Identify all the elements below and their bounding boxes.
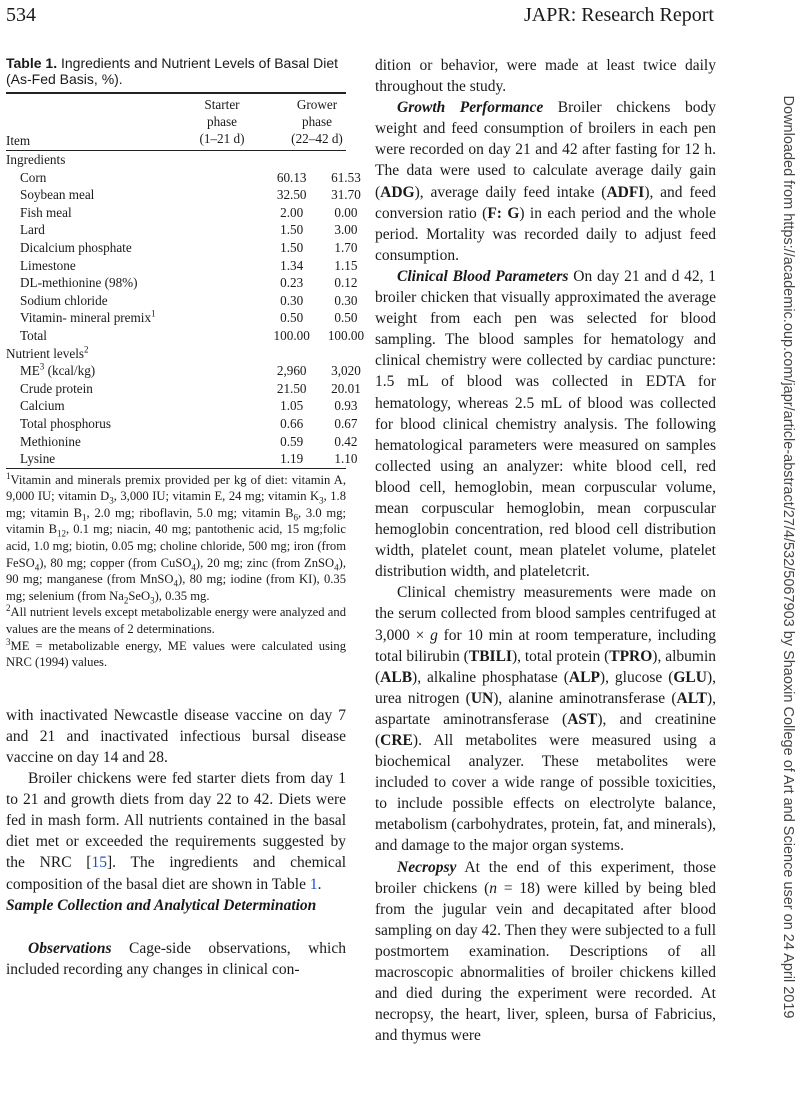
table-row: [6, 292, 364, 310]
table-cell-grower: 100.00: [327, 327, 365, 343]
observations-text: Cage-side observations, which included recording any changes in clinical con-: [6, 939, 346, 978]
table-header: [6, 94, 346, 150]
paragraph-observations: [6, 938, 346, 980]
starter-column-header: [182, 96, 262, 147]
table-cell-item: Methionine: [20, 433, 81, 449]
table-cell-starter: 1.05: [280, 398, 304, 414]
nutrient-heading-row-sup: 2: [84, 344, 89, 355]
table-row: [6, 433, 364, 451]
table-cell-starter: 0.23: [280, 275, 304, 291]
table-cell-starter: 1.34: [280, 257, 304, 273]
footnote-2: $^2$All nutrient levels except metabolizable energy were analyzed and values are the means of 2 determinations.: [6, 603, 346, 637]
table-cell-starter: 1.19: [280, 451, 304, 467]
table-row: [6, 309, 364, 327]
table-row: [6, 239, 364, 257]
ingredients-table: [6, 151, 364, 468]
table-cell-starter: 100.00: [273, 327, 310, 343]
item-column-header: Item: [6, 133, 31, 148]
page-header: [6, 0, 714, 30]
table-row: [6, 257, 364, 275]
table-cell-grower: 61.53: [331, 169, 361, 185]
table-row: [6, 362, 364, 380]
table-cell-item: Corn: [20, 169, 47, 185]
table-row: [6, 274, 364, 292]
table-row: [6, 450, 364, 468]
table-row: [6, 186, 364, 204]
clinical-chemistry-text: Clinical chemistry measurements were made on the serum collected from blood samples centrifuged at 3,000 × g for 10 min at room temperature, including total bilirubin (TBILI), total protein (TPRO), albumin (ALB), alkaline phosphatase (ALP), glucose (GLU), urea nitrogen (UN), alanine aminotransferase (ALT), aspartate aminotransferase (AST), and creatinine (CRE). All metabolites were measured using a biochemical analyzer. These metabolites were included to cover a wide range of possible toxicities, to include possible effects on electrolyte balance, metabolism (carbohydrates, protein, fat, and minerals), and damage to the major organ systems.: [375, 584, 717, 855]
grower-header-line-2: phase: [301, 114, 333, 129]
section-heading: Sample Collection and Analytical Determination: [6, 896, 317, 914]
table-cell-grower: 31.70: [331, 187, 361, 203]
table-cell-starter: 1.50: [280, 239, 304, 255]
table-bottom-rule: [6, 468, 346, 469]
table-caption: [6, 55, 346, 87]
page-number: 534: [6, 4, 36, 26]
table-cell-item: Dicalcium phosphate: [20, 239, 132, 255]
table-link-1[interactable]: 1: [309, 875, 318, 893]
table-cell-item: Lysine: [20, 451, 56, 467]
nutrient-heading-row-label: Nutrient levels$^2$: [6, 344, 89, 361]
footnote-3: $^3$ME = metabolizable energy, ME values were calculated using NRC (1994) values.: [6, 636, 346, 670]
nutrient-heading-row: [6, 345, 364, 363]
table-cell-grower: 0.42: [334, 433, 358, 449]
reference-link-15[interactable]: 15: [91, 854, 107, 872]
table-cell-grower: 0.00: [334, 204, 358, 220]
paragraph-continued: dition or behavior, were made at least twice daily throughout the study.: [375, 57, 716, 96]
table-cell-grower: 3,020: [331, 363, 361, 379]
table-row: [6, 221, 364, 239]
grower-header-line-3: (22–42 d): [291, 131, 343, 146]
table-cell-item: Sodium chloride: [20, 292, 108, 308]
paragraph-clinical-blood: [375, 266, 716, 582]
table-cell-starter: 2,960: [276, 363, 307, 379]
table-cell-starter: 0.59: [280, 433, 304, 449]
table-cell-item: Vitamin- mineral premix$^1$: [20, 308, 156, 326]
table-cell-grower: 0.30: [334, 292, 358, 308]
ingredients-heading-row: [6, 151, 364, 169]
table-row: [6, 204, 364, 222]
table-row: [6, 169, 364, 187]
table-row: [6, 415, 364, 433]
table-footnotes: [6, 472, 346, 671]
diets-text-c: .: [317, 875, 322, 893]
table-cell-starter: 1.50: [280, 222, 304, 238]
table-cell-item: Soybean meal: [20, 187, 95, 203]
paragraph-clinical-chemistry: [375, 582, 716, 856]
journal-running-title: JAPR: Research Report: [524, 4, 714, 26]
table-cell-item: Limestone: [20, 257, 76, 273]
table-label: Table 1.: [6, 55, 58, 71]
table-cell-item: Crude protein: [20, 380, 93, 396]
table-cell-starter: 60.13: [276, 169, 307, 185]
footnote-1: $^1$Vitamin and minerals premix provided per kg of diet: vitamin A, 9,000 IU; vitamin $D_3$, 3,000 IU; vitamin E, 24 mg; vitamin $K_3$, 1.8 mg; vitamin $B_1$, 2.0 mg; riboflavin, 5.0 mg; vitamin $B_6$, 3.0 mg; vitamin $B_{12}$, 0.1 mg; niacin, 40 mg; pantothenic acid, 15 mg;folic acid, 1.0 mg; biotin, 0.05 mg; choline chloride, 500 mg; iron (from FeSO$_4$), 80 mg; copper (from CuSO$_4$), 20 mg; zinc (from ZnSO$_4$), 90 mg; manganese (from MnSO$_4$), 80 mg; iodine (from KI), 0.35 mg; selenium (from $Na_2SeO_3$), 0.35 mg.: [6, 470, 347, 606]
table-caption-text: Ingredients and Nutrient Levels of Basal Diet (As-Fed Basis, %).: [6, 55, 339, 87]
table-cell-starter: 0.50: [280, 310, 304, 326]
footnote-1-text: Vitamin and minerals premix provided per kg of diet: vitamin A, 9,000 IU; vitamin $D_3$, 3,000 IU; vitamin E, 24 mg; vitamin $K_3$, 1.8 mg; vitamin $B_1$, 2.0 mg; riboflavin, 5.0 mg; vitamin $B_6$, 3.0 mg; vitamin $B_{12}$, 0.1 mg; niacin, 40 mg; pantothenic acid, 15 mg;folic acid, 1.0 mg; biotin, 0.05 mg; choline chloride, 500 mg; iron (from FeSO$_4$), 80 mg; copper (from CuSO$_4$), 20 mg; zinc (from ZnSO$_4$), 90 mg; manganese (from MnSO$_4$), 80 mg; iodine (from KI), 0.35 mg; selenium (from $Na_2SeO_3$), 0.35 mg.: [6, 472, 347, 606]
table-row: [6, 397, 364, 415]
table-row: [6, 380, 364, 398]
table-cell-starter: 2.00: [280, 204, 304, 220]
table-cell-item: Total phosphorus: [20, 415, 112, 431]
table-cell-grower: 1.70: [334, 239, 358, 255]
footnote-3-text: ME = metabolizable energy, ME values were calculated using NRC (1994) values.: [6, 638, 346, 670]
left-column: [6, 55, 365, 980]
right-column: [375, 55, 716, 1046]
growth-performance-text: Broiler chickens body weight and feed consumption of broilers in each pen were recorded on day 21 and 42 after fasting for 12 h. The data were used to calculate average daily gain (ADG), average daily feed intake (ADFI), and feed conversion ratio (F: G) in each period and the whole period. Mortality was recorded daily to adjust feed consumption.: [375, 99, 717, 264]
table-cell-starter: 0.66: [280, 415, 304, 431]
diets-text-b: ]. The ingredients and chemical composition of the basal diet are shown in Table: [6, 854, 347, 893]
necropsy-heading: Necropsy: [397, 858, 457, 876]
observations-heading: Observations: [28, 939, 112, 957]
table-cell-item: Calcium: [20, 398, 65, 414]
table-cell-grower: 20.01: [331, 380, 361, 396]
table-cell-item: Lard: [20, 222, 45, 238]
table-cell-starter: 0.30: [280, 292, 304, 308]
table-cell-grower: 1.10: [334, 451, 358, 467]
table-cell-grower: 0.93: [334, 398, 358, 414]
table-cell-grower: 0.67: [334, 415, 358, 431]
table-cell-item: DL-methionine (98%): [20, 275, 138, 291]
necropsy-text: At the end of this experiment, those broiler chickens (n = 18) were killed by being bled from the jugular vein and decapitated after blood sampling on day 42. Then they were subjected to a full postmortem examination. Descriptions of all macroscopic abnormalities of broiler chickens killed and died during the experiment were recorded. At necropsy, the heart, liver, spleen, bursa of Fabricius, and thymus were: [375, 858, 716, 1045]
table-cell-grower: 0.12: [334, 275, 358, 291]
table-cell-grower: 1.15: [334, 257, 358, 273]
paragraph-diets: [6, 768, 346, 895]
table-cell-item: Fish meal: [20, 204, 72, 220]
table-row-total: [6, 327, 364, 345]
growth-performance-heading: Growth Performance: [397, 99, 544, 117]
ingredients-heading-row-label: Ingredients: [6, 152, 66, 167]
paragraph-necropsy: [375, 857, 716, 1047]
left-body-text: [6, 705, 346, 980]
grower-column-header: [277, 96, 357, 147]
footnote-2-text: All nutrient levels except metabolizable energy were analyzed and values are the means of 2 determinations.: [6, 605, 346, 637]
table-cell-item: $ME^3$ (kcal/kg): [20, 361, 96, 379]
clinical-blood-text: On day 21 and d 42, 1 broiler chicken that visually approximated the average weight from each pen was selected for blood sampling. The blood samples for hematology and clinical chemistry were collected by cardiac puncture: 1.5 mL of blood was collected in EDTA for hematology, whereas 2.5 mL of blood was collected for blood clinical chemistry analysis. The following hematological parameters were measured on samples collected using an analyzer: white blood cell, red blood cell, hemoglobin, mean corpuscular volume, mean corpuscular hemoglobin, mean corpuscular hemoglobin concentration, red blood cell distribution width, platelet count, mean platelet volume, platelet distribution width, and plateletcrit.: [375, 267, 717, 581]
starter-header-line-3: (1–21 d): [199, 131, 245, 146]
grower-header-line-1: Grower: [296, 97, 338, 112]
table-cell-starter: 21.50: [276, 380, 307, 396]
footnote-marker: 1: [151, 308, 156, 319]
clinical-blood-heading: Clinical Blood Parameters: [397, 267, 569, 285]
table-cell-item: Total: [20, 327, 47, 343]
paragraph-vaccination: with inactivated Newcastle disease vaccine on day 7 and 21 and inactivated infectious bursal disease vaccine on day 14 and 28.: [6, 706, 346, 766]
table-cell-starter: 32.50: [276, 187, 307, 203]
paragraph-growth-performance: [375, 97, 716, 266]
starter-header-line-2: phase: [206, 114, 238, 129]
table-cell-grower: 0.50: [334, 310, 358, 326]
table-cell-grower: 3.00: [334, 222, 358, 238]
diets-text-a: Broiler chickens were fed starter diets from day 1 to 21 and growth diets from day 22 to 42. Diets were fed in mash form. All nutrients contained in the basal diet met or exceeded the requirements suggested by the NRC [: [6, 770, 346, 872]
starter-header-line-1: Starter: [204, 97, 240, 112]
download-watermark-text: Downloaded from https://academic.oup.com/japr/article-abstract/27/4/532/5067903 by Shaoxin College of Art and Science user on 24 April 2019: [780, 95, 796, 1019]
footnote-marker: 3: [39, 361, 45, 372]
